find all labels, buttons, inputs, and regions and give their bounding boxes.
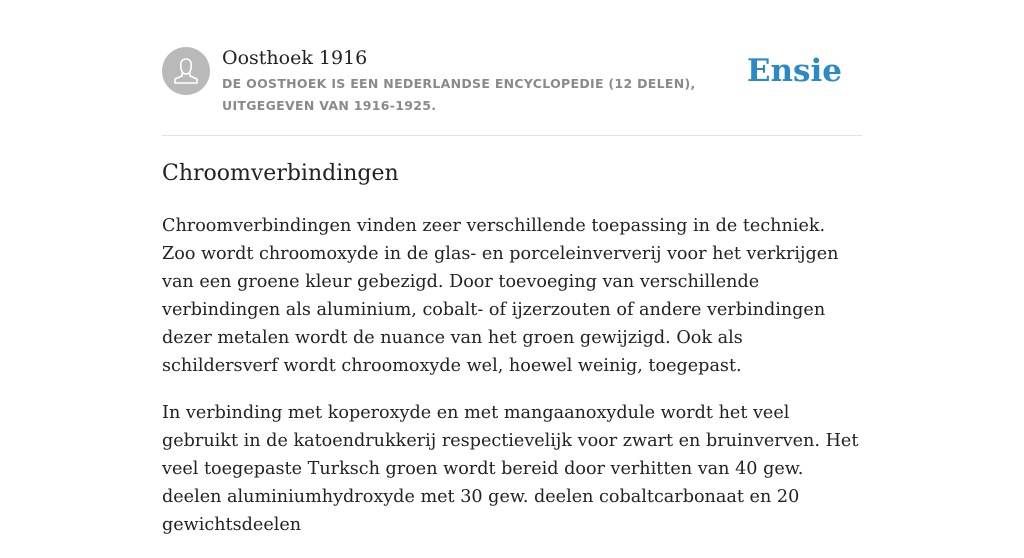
avatar[interactable] xyxy=(162,47,210,95)
article-paragraph: Chroomverbindingen vinden zeer verschillende toepassing in de techniek. Zoo wordt chroomoxyde in de glas- en porceleinververij voor het verkrijgen van een groene kleur gebezigd. Door toevoeging van verschillende verbindingen als aluminium, cobalt- of ijzerzouten of andere verbindingen dezer metalen wordt de nuance van het groen gewijzigd. Ook als schildersverf wordt chroomoxyde wel, hoewel weinig, toegepast. xyxy=(162,216,839,376)
user-silhouette-icon xyxy=(162,47,210,95)
source-description: DE OOSTHOEK IS EEN NEDERLANDSE ENCYCLOPEDIE (12 DELEN), UITGEGEVEN VAN 1916-1925. xyxy=(222,76,696,113)
ensie-logo-link[interactable]: Ensie xyxy=(746,53,842,89)
source-name[interactable]: Oosthoek 1916 xyxy=(222,47,368,69)
article-paragraph: In verbinding met koperoxyde en met mangaanoxydule wordt het veel gebruikt in de katoendrukkerij respectievelijk voor zwart en bruinverven. Het veel toegepaste Turksch groen wordt bereid door verhitten van 40 gew. deelen aluminiumhydroxyde met 30 gew. deelen cobaltcarbonaat en 20 gewichtsdeelen xyxy=(162,403,859,535)
header-divider xyxy=(162,135,862,136)
source-header xyxy=(162,46,862,116)
article-title: Chroomverbindingen xyxy=(162,161,399,186)
article-body xyxy=(162,212,862,558)
